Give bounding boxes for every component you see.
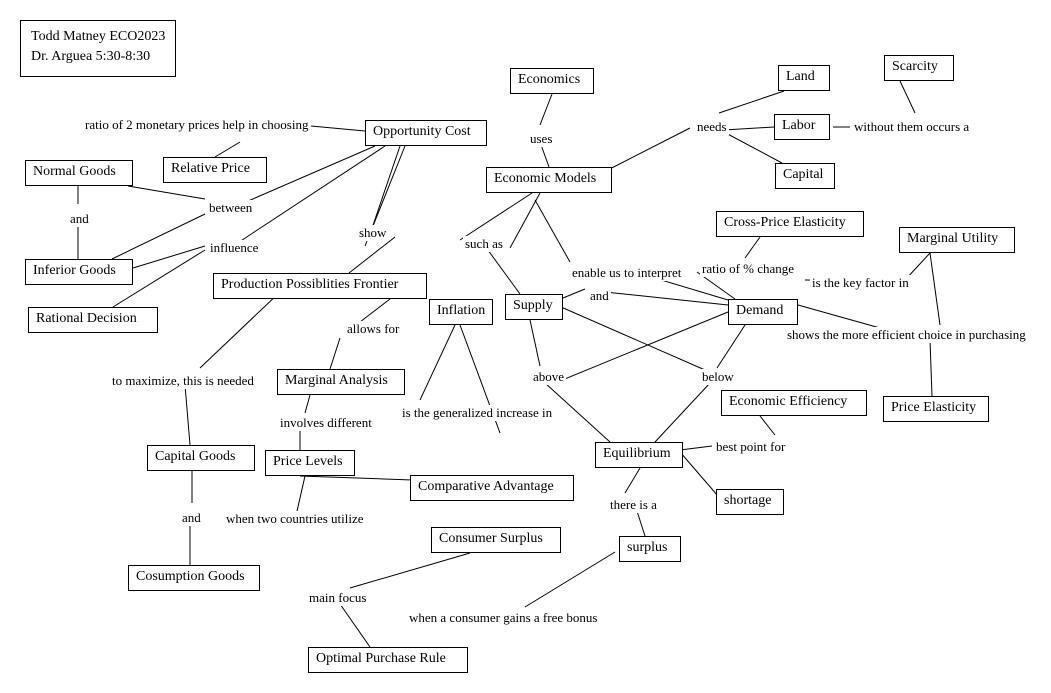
concept-node-cross-price-elasticity[interactable]: Cross-Price Elasticity — [716, 211, 864, 237]
concept-node-relative-price[interactable]: Relative Price — [163, 157, 267, 183]
connector-line — [930, 340, 932, 396]
concept-node-optimal-purchase-rule[interactable]: Optimal Purchase Rule — [308, 647, 468, 673]
edge-label-best-point-for: best point for — [716, 439, 786, 454]
edge-label-is-the-generalized-increase-in: is the generalized increase in — [402, 405, 553, 420]
edge-label-main-focus: main focus — [309, 590, 367, 605]
concept-node-inferior-goods[interactable]: Inferior Goods — [25, 259, 133, 285]
connector-line — [540, 94, 552, 125]
connector-line — [900, 81, 915, 113]
concept-node-capital-goods[interactable]: Capital Goods — [147, 445, 255, 471]
connector-line — [300, 476, 412, 480]
edge-label-to-maximize: to maximize, this is needed — [112, 373, 254, 388]
connector-line — [680, 446, 712, 450]
edge-label-ratio-of-2-monetary-prices: ratio of 2 monetary prices help in choosing — [85, 117, 309, 132]
concept-node-labor[interactable]: Labor — [774, 114, 830, 140]
connector-line — [305, 395, 310, 413]
connector-line — [717, 325, 745, 368]
connector-line — [530, 320, 540, 366]
connector-line — [535, 200, 570, 262]
connector-line — [485, 246, 520, 294]
concept-node-price-elasticity[interactable]: Price Elasticity — [883, 396, 989, 422]
concept-node-marginal-utility[interactable]: Marginal Utility — [899, 227, 1015, 253]
connector-line — [545, 300, 705, 370]
title-line-1: Todd Matney ECO2023 — [31, 29, 166, 44]
edge-label-when-two-countries-utilize: when two countries utilize — [226, 511, 364, 526]
connector-line — [330, 338, 340, 369]
connector-line — [625, 468, 640, 493]
concept-node-demand[interactable]: Demand — [728, 299, 798, 325]
concept-node-shortage[interactable]: shortage — [716, 489, 784, 515]
connector-line — [722, 131, 782, 163]
edge-label-there-is-a: there is a — [610, 497, 657, 512]
concept-node-surplus[interactable]: surplus — [619, 536, 681, 562]
connector-line — [798, 305, 880, 328]
connector-line — [340, 604, 370, 647]
concept-node-opportunity-cost[interactable]: Opportunity Cost — [365, 120, 487, 146]
edge-label-below: below — [702, 369, 734, 384]
connector-line — [185, 385, 190, 445]
connector-line — [360, 299, 390, 322]
connector-line — [460, 193, 532, 240]
edge-label-is-the-key-factor-in: is the key factor in — [812, 275, 909, 290]
connector-line — [930, 253, 940, 325]
edge-label-and-goods: and — [70, 211, 89, 226]
concept-node-consumer-surplus[interactable]: Consumer Surplus — [431, 527, 561, 553]
concept-node-equilibrium[interactable]: Equilibrium — [595, 442, 683, 468]
edge-label-uses: uses — [530, 131, 553, 146]
edge-label-and-capital-consumption: and — [182, 510, 201, 525]
concept-node-rational-decision[interactable]: Rational Decision — [28, 307, 158, 333]
edge-label-needs: needs — [697, 119, 727, 134]
edge-label-such-as: such as — [465, 236, 503, 251]
concept-node-marginal-analysis[interactable]: Marginal Analysis — [277, 369, 405, 395]
edge-label-when-a-consumer-gains: when a consumer gains a free bonus — [409, 610, 598, 625]
concept-node-consumption-goods[interactable]: Cosumption Goods — [128, 565, 260, 591]
title-box — [20, 20, 176, 77]
connector-line — [545, 383, 610, 442]
concept-node-price-levels[interactable]: Price Levels — [265, 450, 355, 476]
edge-label-show: show — [359, 225, 387, 240]
concept-node-normal-goods[interactable]: Normal Goods — [25, 160, 133, 186]
edge-label-involves-different: involves different — [280, 415, 372, 430]
edge-label-between: between — [209, 200, 253, 215]
concept-node-capital[interactable]: Capital — [775, 163, 835, 189]
connector-line — [215, 142, 240, 157]
edge-label-ratio-of-percent-change: ratio of % change — [702, 261, 795, 276]
concept-node-supply[interactable]: Supply — [505, 294, 563, 320]
connector-line — [680, 452, 718, 496]
connector-line — [311, 126, 365, 131]
concept-node-inflation[interactable]: Inflation — [429, 299, 493, 325]
connector-line — [525, 552, 615, 607]
connector-line — [745, 237, 760, 258]
edge-label-influence: influence — [210, 240, 259, 255]
connector-line — [370, 146, 400, 234]
connector-line — [420, 325, 455, 400]
connector-line — [112, 214, 205, 259]
edge-label-allows-for: allows for — [347, 321, 400, 336]
connector-line — [350, 553, 470, 588]
connector-line — [760, 416, 775, 435]
connector-line — [349, 237, 395, 273]
edge-label-enable-us-to-interpret: enable us to interpret — [572, 265, 682, 280]
edge-label-above: above — [533, 369, 565, 384]
connector-line — [563, 289, 585, 298]
concept-node-scarcity[interactable]: Scarcity — [884, 55, 954, 81]
concept-node-economic-models[interactable]: Economic Models — [486, 167, 612, 193]
concept-node-economics[interactable]: Economics — [510, 68, 594, 94]
connector-line — [724, 127, 774, 130]
connector-line — [719, 91, 784, 113]
connector-line — [128, 186, 205, 199]
connector-line — [655, 383, 710, 442]
edge-label-shows-more-efficient: shows the more efficient choice in purchasing — [787, 327, 1026, 342]
edge-label-and-supply-demand: and — [590, 288, 609, 303]
concept-node-land[interactable]: Land — [778, 65, 830, 91]
concept-node-economic-efficiency[interactable]: Economic Efficiency — [721, 390, 867, 416]
edge-label-without-them-occurs-a: without them occurs a — [854, 119, 970, 134]
concept-node-comparative-advantage[interactable]: Comparative Advantage — [410, 475, 574, 501]
concept-node-ppf[interactable]: Production Possiblities Frontier — [213, 273, 427, 299]
title-line-2: Dr. Arguea 5:30-8:30 — [31, 49, 151, 65]
